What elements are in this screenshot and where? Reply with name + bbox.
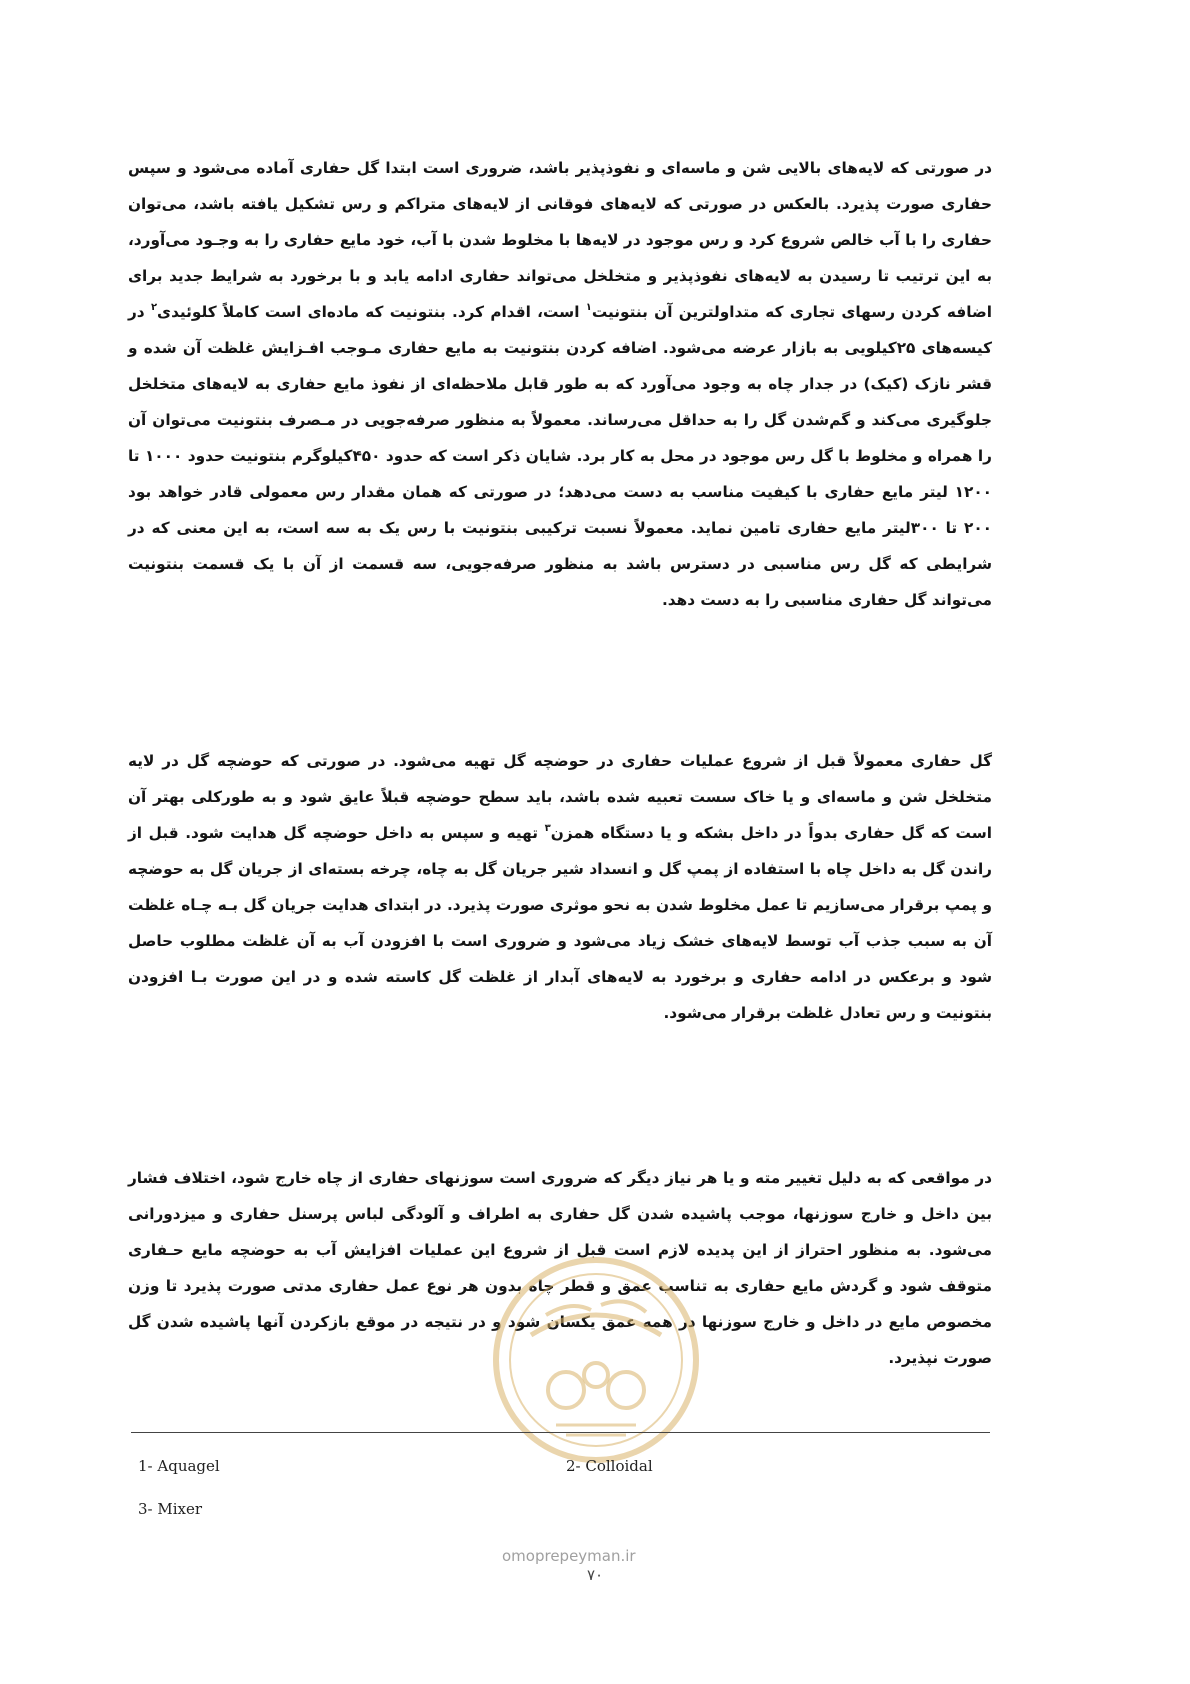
footnote-2: 2- Colloidal — [566, 1457, 653, 1475]
footnote-ref-3: ۳ — [544, 823, 551, 834]
footnote-divider — [131, 1432, 990, 1433]
paragraph-text: در کیسه‌های ۲۵کیلویی به بازار عرضه می‌شود. اضافه کردن بنتونیت به مایع حفاری مـوجب افـزایش غلظت آن شده و قشر نازک (کیک) در جدار چاه به وجود می‌آورد که به طور قابل ملاحظه‌ای از نفوذ مایع حفاری به لایه‌های متخلخل جلوگیری می‌کند و گم‌شدن گل را به حداقل می‌رساند. معمولاً به منظور صرفه‌جویی در مـصرف بنتونیت می‌توان آن را همراه و مخلوط با گل رس موجود در محل به کار برد. شایان ذکر است که حدود ۴۵۰کیلوگرم بنتونیت حدود ۱۰۰۰ تا ۱۲۰۰ لیتر مایع حفاری با کیفیت مناسب به دست می‌دهد؛ در صورتی که همان مقدار رس معمولی قادر خواهد بود ۲۰۰ تا ۳۰۰لیتر مایع حفاری تامین نماید. معمولاً نسبت ترکیبی بنتونیت با رس یک به سه است، به این معنی که در شرایطی که گل رس مناسبی در دسترس باشد به منظور صرفه‌جویی، سه قسمت از آن با یک قسمت بنتونیت می‌تواند گل حفاری مناسبی را به دست دهد. — [128, 303, 992, 609]
paragraph-text: گل حفاری معمولاً قبل از شروع عملیات حفاری در حوضچه گل تهیه می‌شود. در صورتی که حوضچه گل در لایه متخلخل شن و ماسه‌ای و یا خاک سست تعبیه شده باشد، باید سطح حوضچه قبلاً عایق شود و به طورکلی بهتر آن است که گل حفاری بدواً در داخل بشکه و یا دستگاه همزن — [128, 752, 992, 842]
footnote-1: 1- Aquagel — [138, 1457, 220, 1475]
paragraph-mud-pit — [128, 743, 992, 1031]
paragraph-text: در صورتی که لایه‌های بالایی شن و ماسه‌ای و نفوذپذیر باشد، ضروری است ابتدا گل حفاری آماده می‌شود و سپس حفاری صورت پذیرد. بالعکس در صورتی که لایه‌های فوقانی از لایه‌های متراکم و رس تشکیل یافته باشد، می‌توان حفاری را با آب خالص شروع کرد و رس موجود در لایه‌ها با مخلوط شدن با آب، خود مایع حفاری را به وجـود می‌آورد، به این ترتیب تا رسیدن به لایه‌های نفوذپذیر و متخلخل می‌تواند حفاری ادامه یابد و با برخورد به شرایط جدید برای اضافه کردن رسهای تجاری که متداولترین آن بنتونیت — [128, 159, 992, 321]
paragraph-text: است، اقدام کرد. بنتونیت که ماده‌ای است کاملاً کلوئیدی — [157, 303, 586, 321]
paragraph-text: در مواقعی که به دلیل تغییر مته و یا هر نیاز دیگر که ضروری است سوزنهای حفاری از چاه خارج شود، اختلاف فشار بین داخل و خارج سوزنها، موجب پاشیده شدن گل حفاری به اطراف و آلودگی لباس پرسنل حفاری و میزدورانی می‌شود. به منظور احتراز از این پدیده لازم است قبل از شروع این عملیات افزایش آب به حوضچه مایع حـفاری متوقف شود و گردش مایع حفاری به تناسب عمق و قطر چاه بدون هر نوع عمل حفاری مدتی صورت پذیرد تا وزن مخصوص مایع در داخل و خارج سوزنها در همه عمق یکسان شود و در نتیجه در موقع بازکردن آنها پاشیده شدن گل صورت نپذیرد. — [128, 1169, 992, 1367]
footnote-3: 3- Mixer — [138, 1500, 203, 1518]
footnote-ref-1: ۱ — [585, 302, 592, 313]
paragraph-bentonite — [128, 150, 992, 618]
watermark-site: omoprepeyman.ir — [502, 1547, 636, 1565]
paragraph-text: تهیه و سپس به داخل حوضچه گل هدایت شود. قبل از راندن گل به داخل چاه با استفاده از پمپ گل و انسداد شیر جریان گل به چاه، چرخه بسته‌ای از جریان گل به حوضچه و پمپ برقرار می‌سازیم تا عمل مخلوط شدن به نحو موثری صورت پذیرد. در ابتدای هدایت جریان گل بـه چـاه غلظت آن به سبب جذب آب توسط لایه‌های خشک زیاد می‌شود و ضروری است با افزودن آب به آن غلظت مطلوب حاصل شود و برعکس در ادامه حفاری و برخورد به لایه‌های آبدار از غلظت گل کاسته شده و در این صورت بـا افزودن بنتونیت و رس تعادل غلظت برقرار می‌شود. — [128, 824, 992, 1022]
footnote-ref-2: ۲ — [150, 302, 158, 313]
page-number: ۷۰ — [586, 1566, 604, 1584]
